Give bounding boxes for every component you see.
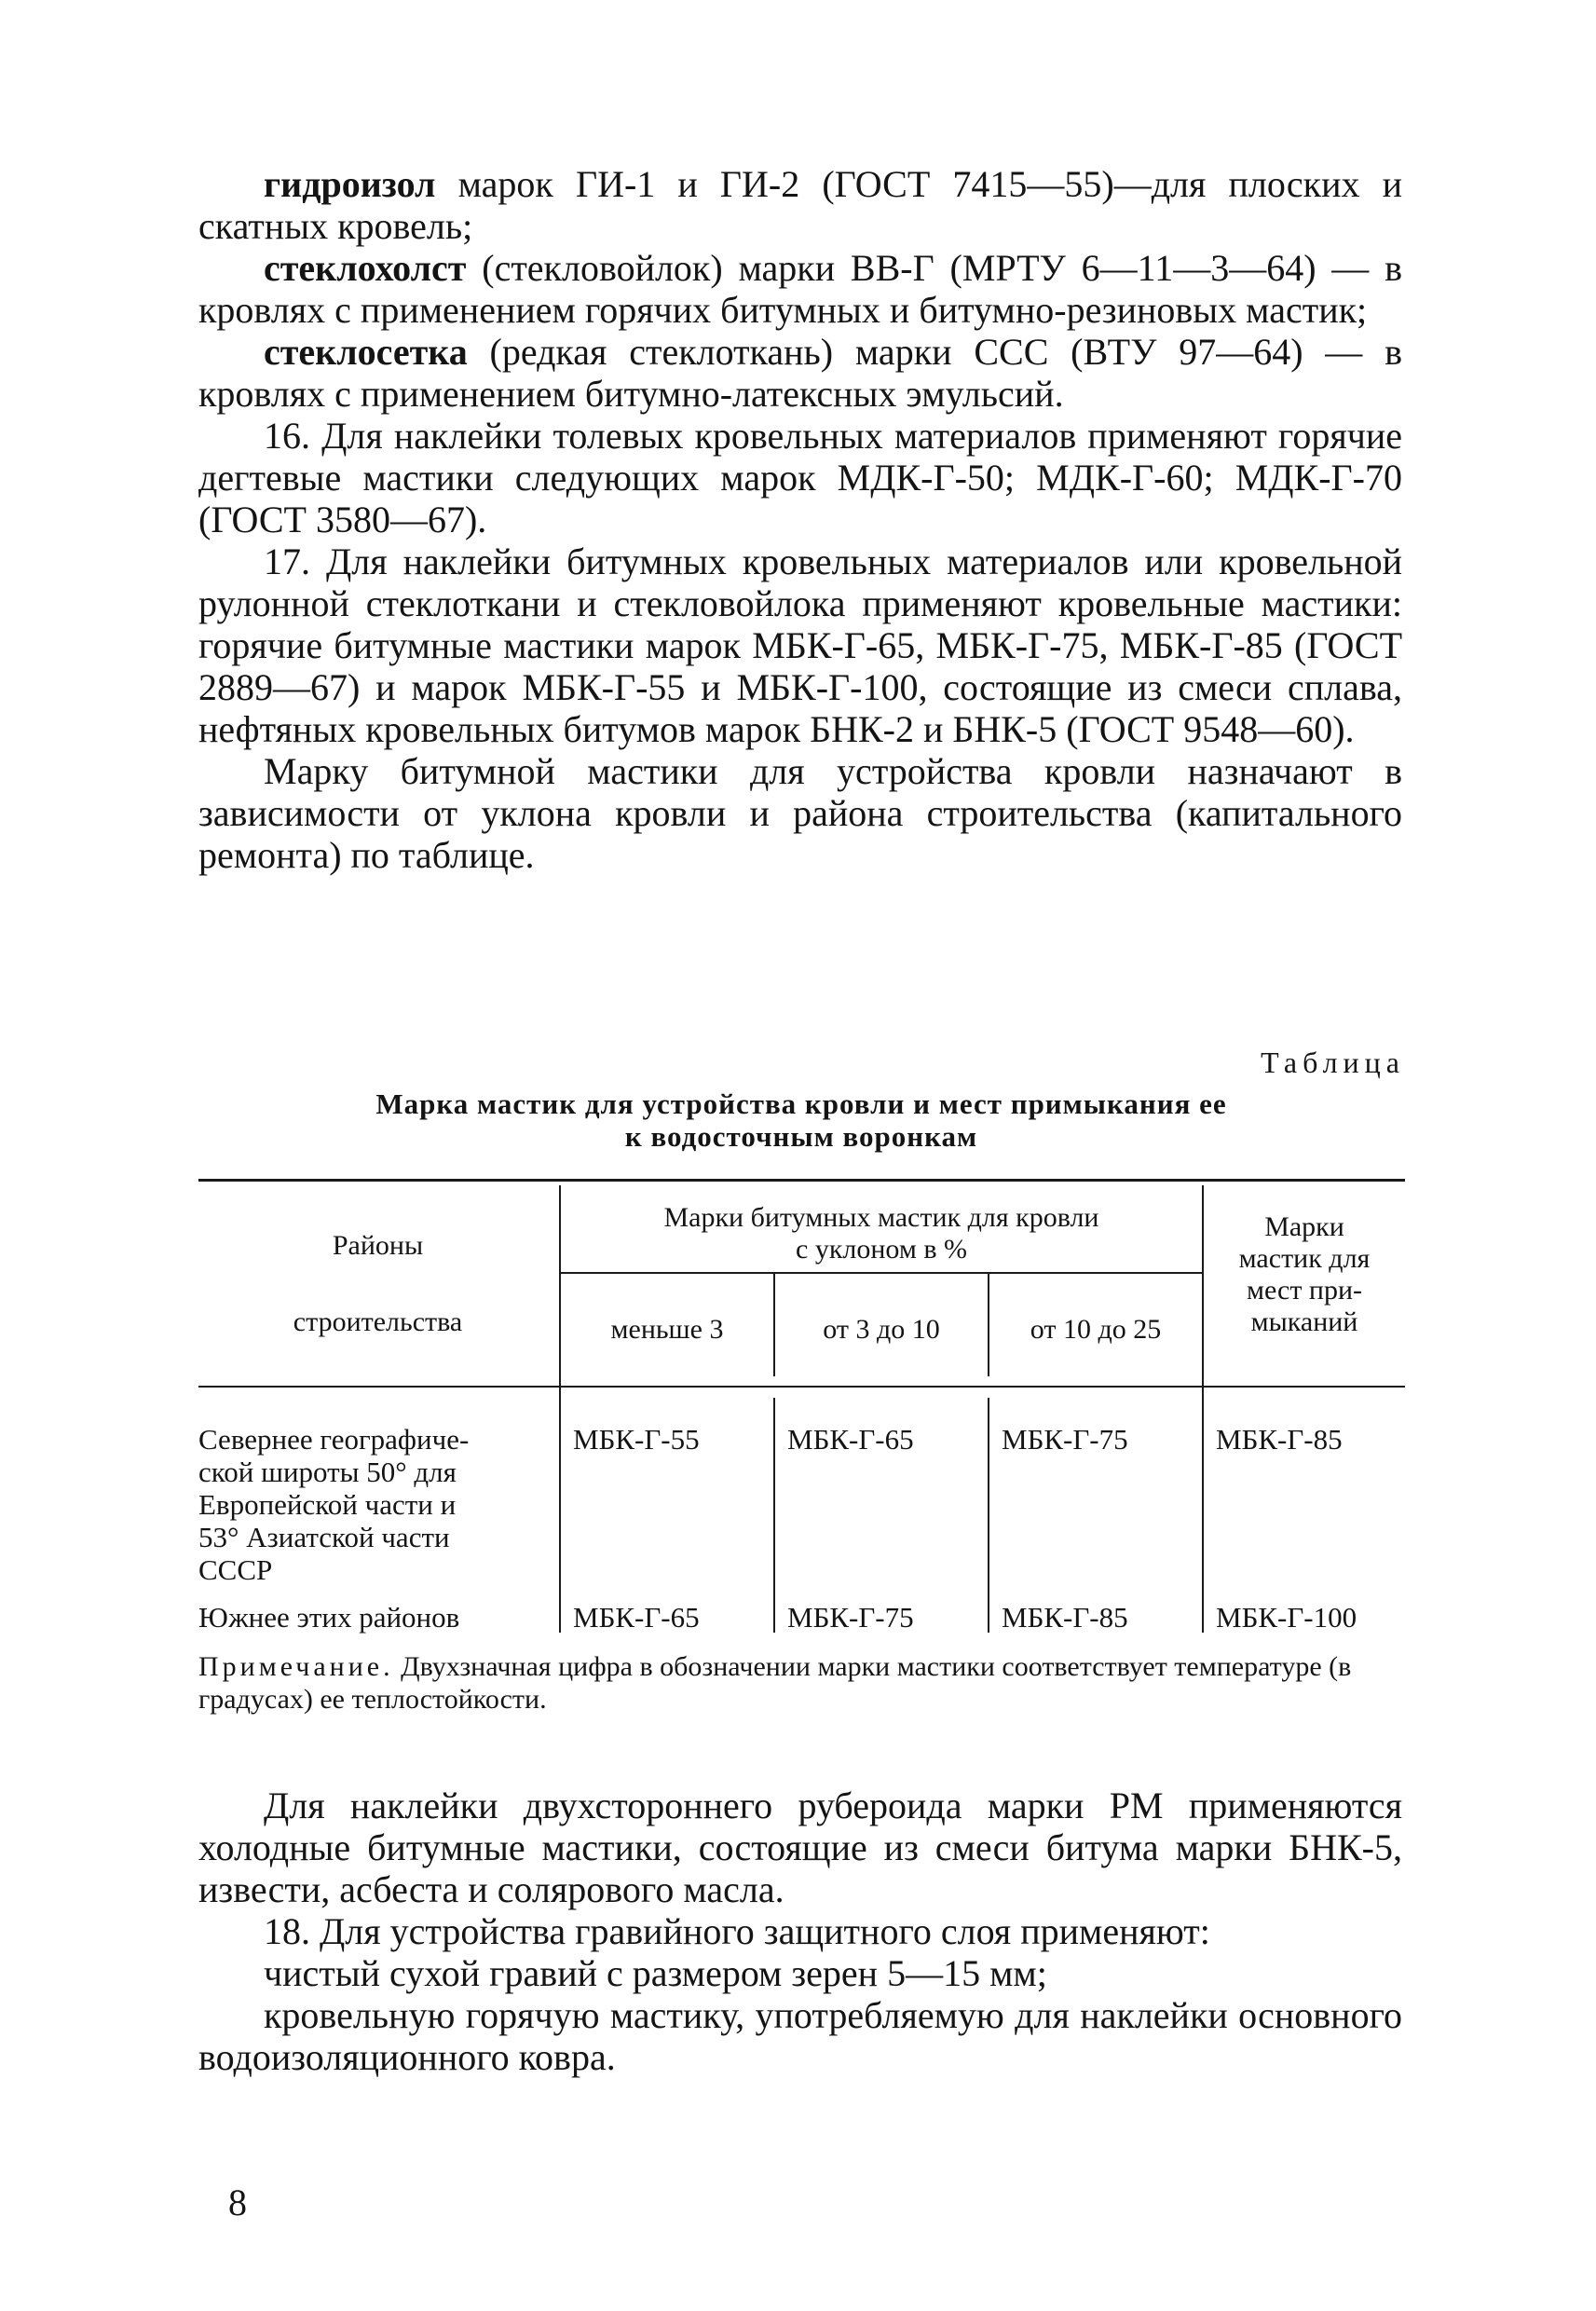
- row-1-region-line-5: СССР: [198, 1553, 273, 1586]
- header-region-line-1: Районы: [332, 1230, 424, 1261]
- row-1-region: [198, 1423, 557, 1586]
- table-top-rule: [198, 1179, 1405, 1182]
- row-1-region-line-1: Севернее географиче-: [198, 1423, 470, 1456]
- header-slope-3-10: от 3 до 10: [823, 1314, 940, 1345]
- table-note-paragraph: [198, 1650, 1405, 1716]
- header-roof-grades-line-2: с уклоном в %: [796, 1234, 967, 1265]
- header-junction-line-4: мыканий: [1250, 1306, 1358, 1337]
- section-17-continued: Марку битумной мастики для устройства кровли назначают в зависимости от уклона кровли и района строительства (капитального ремонта) по таблице.: [198, 750, 1402, 876]
- text-hydroizol: марок ГИ-1 и ГИ-2 (ГОСТ 7415—55)—для плоских и скатных кровель;: [198, 163, 1402, 247]
- table-note: [198, 1650, 1405, 1716]
- row-2-less-3: МБК-Г-65: [573, 1601, 700, 1634]
- header-slope-less-3: меньше 3: [610, 1314, 724, 1345]
- table-title: [242, 1087, 1360, 1153]
- column-divider-3b: [988, 1398, 989, 1633]
- table-title-line-2: к водосточным воронкам: [624, 1120, 978, 1153]
- section-16: 16. Для наклейки толевых кровельных материалов применяют горячие дегтевые мастики следующих марок МДК-Г-50; МДК-Г-60; МДК-Г-70 (ГОСТ 3580—67).: [198, 415, 1402, 540]
- text-steklokholst: (стекловойлок) марки ВВ-Г (МРТУ 6—11—3—64) — в кровлях с применением горячих битумных и битумно-резиновых мастик;: [198, 247, 1402, 331]
- list-item-mastic: кровельную горячую мастику, употребляемую для наклейки основного водоизоляционного ковра.: [198, 1994, 1402, 2078]
- row-1-less-3: МБК-Г-55: [573, 1423, 700, 1456]
- header-junction-line-2: мастик для: [1238, 1243, 1371, 1274]
- row-2-10-25: МБК-Г-85: [1002, 1601, 1128, 1634]
- row-1-region-line-4: 53° Азиатской части: [198, 1521, 450, 1553]
- column-divider-2b: [773, 1398, 775, 1633]
- header-region: [198, 1230, 557, 1338]
- intro-text: [198, 163, 1402, 876]
- row-2-region: Южнее этих районов: [198, 1601, 460, 1634]
- row-1-region-line-3: Европейской части и: [198, 1488, 457, 1521]
- table-label: Таблица: [1261, 1046, 1405, 1079]
- row-1-junction: МБК-Г-85: [1216, 1423, 1343, 1456]
- paragraph-steklosetka: [198, 331, 1402, 415]
- row-2-3-10: МБК-Г-75: [787, 1601, 914, 1634]
- roof-header-divider: [559, 1272, 1202, 1274]
- header-region-line-2: строительства: [293, 1306, 463, 1337]
- row-1-3-10: МБК-Г-65: [787, 1423, 914, 1456]
- term-steklosetka: стеклосетка: [264, 331, 468, 373]
- paragraph-steklokholst: [198, 247, 1402, 331]
- paragraph-hydroizol: [198, 163, 1402, 247]
- page-number: 8: [228, 2181, 247, 2223]
- row-1-10-25: МБК-Г-75: [1002, 1423, 1128, 1456]
- section-17: 17. Для наклейки битумных кровельных материалов или кровельной рулонной стеклоткани и стекловойлока применяют кровельные мастики: горячие битумные мастики марок МБК-Г-65, МБК-Г-75, МБК-Г-85 (ГОСТ 2889—67) и марок МБК-Г-55 и МБК-Г-100, состоящие из смеси сплава, нефтяных кровельных битумов марок БНК-2 и БНК-5 (ГОСТ 9548—60).: [198, 540, 1402, 750]
- paragraph-ruberoid: Для наклейки двухстороннего рубероида марки РМ применяются холодные битумные мастики, состоящие из смеси битума марки БНК-5, извести, асбеста и солярового масла.: [198, 1785, 1402, 1910]
- list-item-gravel: чистый сухой гравий с размером зерен 5—15 мм;: [264, 1952, 1047, 1994]
- term-hydroizol: гидроизол: [264, 163, 436, 205]
- text-steklosetka: (редкая стеклоткань) марки ССС (ВТУ 97—64) — в кровлях с применением битумно-латексных эмульсий.: [198, 331, 1402, 415]
- table-note-text: Двухзначная цифра в обозначении марки мастики соответствует температуре (в градусах) ее теплостойкости.: [198, 1651, 1352, 1715]
- table-header-bottom-rule: [198, 1386, 1405, 1388]
- header-junction-line-3: мест при-: [1246, 1275, 1363, 1306]
- header-slope-10-25: от 10 до 25: [1030, 1314, 1162, 1345]
- row-1-region-line-2: ской широты 50° для: [198, 1456, 457, 1488]
- after-text: [198, 1785, 1402, 2078]
- header-junction-line-1: Марки: [1264, 1211, 1344, 1242]
- table-title-line-1: Марка мастик для устройства кровли и мест примыкания ее: [375, 1087, 1227, 1120]
- term-steklokholst: стеклохолст: [264, 247, 467, 289]
- table-note-label: Примечание.: [198, 1651, 394, 1682]
- header-roof-grades-line-1: Марки битумных мастик для кровли: [663, 1202, 1099, 1233]
- section-18: 18. Для устройства гравийного защитного слоя применяют:: [264, 1910, 1210, 1952]
- header-junction-grades: [1204, 1211, 1405, 1338]
- row-2-junction: МБК-Г-100: [1216, 1601, 1357, 1634]
- header-roof-grades: [561, 1202, 1202, 1265]
